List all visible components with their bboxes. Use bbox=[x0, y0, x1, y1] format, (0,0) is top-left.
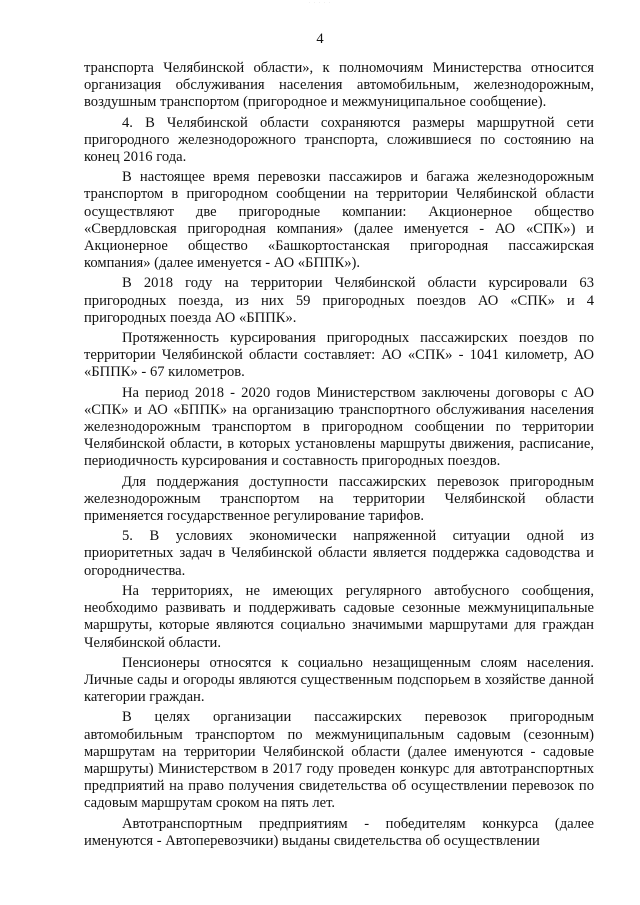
paragraph-continuation: транспорта Челябинской области», к полномочиям Министерства относится организация обслуживания населения автомобильным, железнодорожным, воздушным транспортом (пригородное и межмуниципальное сообщение). bbox=[84, 60, 594, 111]
paragraph-seasonal-routes: На территориях, не имеющих регулярного автобусного сообщения, необходимо развивать и поддерживать садовые сезонные межмуниципальные маршруты, которые являются социально значимыми маршрутами для граждан Челябинской области. bbox=[84, 582, 594, 651]
paragraph-competition: В целях организации пассажирских перевозок пригородным автомобильным транспортом по межмуниципальным садовым (сезонным) маршрутам на территории Челябинской области (далее именуются - садовые маршруты) Министерством в 2017 году проведен конкурс для автотранспортных предприятий на право получения свидетельства об осуществлении перевозок по садовым маршрутам сроком на пять лет. bbox=[84, 709, 594, 812]
page-number: 4 bbox=[316, 31, 324, 47]
paragraph-tariff-regulation: Для поддержания доступности пассажирских перевозок пригородным железнодорожным транспортом на территории Челябинской области применяется государственное регулирование тарифов. bbox=[84, 473, 594, 525]
paragraph-pensioners: Пенсионеры относятся к социально незащищенным слоям населения. Личные сады и огороды являются существенным подспорьем в хозяйстве данной категории граждан. bbox=[84, 654, 594, 706]
document-body bbox=[84, 60, 594, 850]
paragraph-certificates: Автотранспортным предприятиям - победителям конкурса (далее именуются - Автоперевозчики) выданы свидетельства об осуществлении bbox=[84, 815, 594, 849]
paragraph-rail-operators: В настоящее время перевозки пассажиров и багажа железнодорожным транспортом в пригородном сообщении на территории Челябинской области осуществляют две пригородные компании: Акционерное общество «Свердловская пригородная компания» (далее именуется - АО «СПК») и Акционерное общество «Башкортостанская пригородная пассажирская компания» (далее именуется - АО «БППК»). bbox=[84, 169, 594, 272]
paragraph-route-length: Протяженность курсирования пригородных пассажирских поездов по территории Челябинской области составляет: АО «СПК» - 1041 километр, АО «БППК» - 67 километров. bbox=[84, 330, 594, 381]
paragraph-item-4: 4. В Челябинской области сохраняются размеры маршрутной сети пригородного железнодорожного транспорта, сложившиеся по состоянию на конец 2016 года. bbox=[84, 114, 594, 166]
paragraph-contracts: На период 2018 - 2020 годов Министерством заключены договоры с АО «СПК» и АО «БППК» на организацию транспортного обслуживания населения железнодорожным транспортом в пригородном сообщении по территории Челябинской области, в которых установлены маршруты движения, расписание, периодичность курсирования и составность пригородных поездов. bbox=[84, 384, 594, 470]
paragraph-item-5: 5. В условиях экономически напряженной ситуации одной из приоритетных задач в Челябинской области является поддержка садоводства и огородничества. bbox=[84, 528, 594, 579]
header-stamp: · · · · · bbox=[308, 1, 332, 6]
paragraph-train-count: В 2018 году на территории Челябинской области курсировали 63 пригородных поезда, из них 59 пригородных поездов АО «СПК» и 4 пригородных поезда АО «БППК». bbox=[84, 275, 594, 326]
